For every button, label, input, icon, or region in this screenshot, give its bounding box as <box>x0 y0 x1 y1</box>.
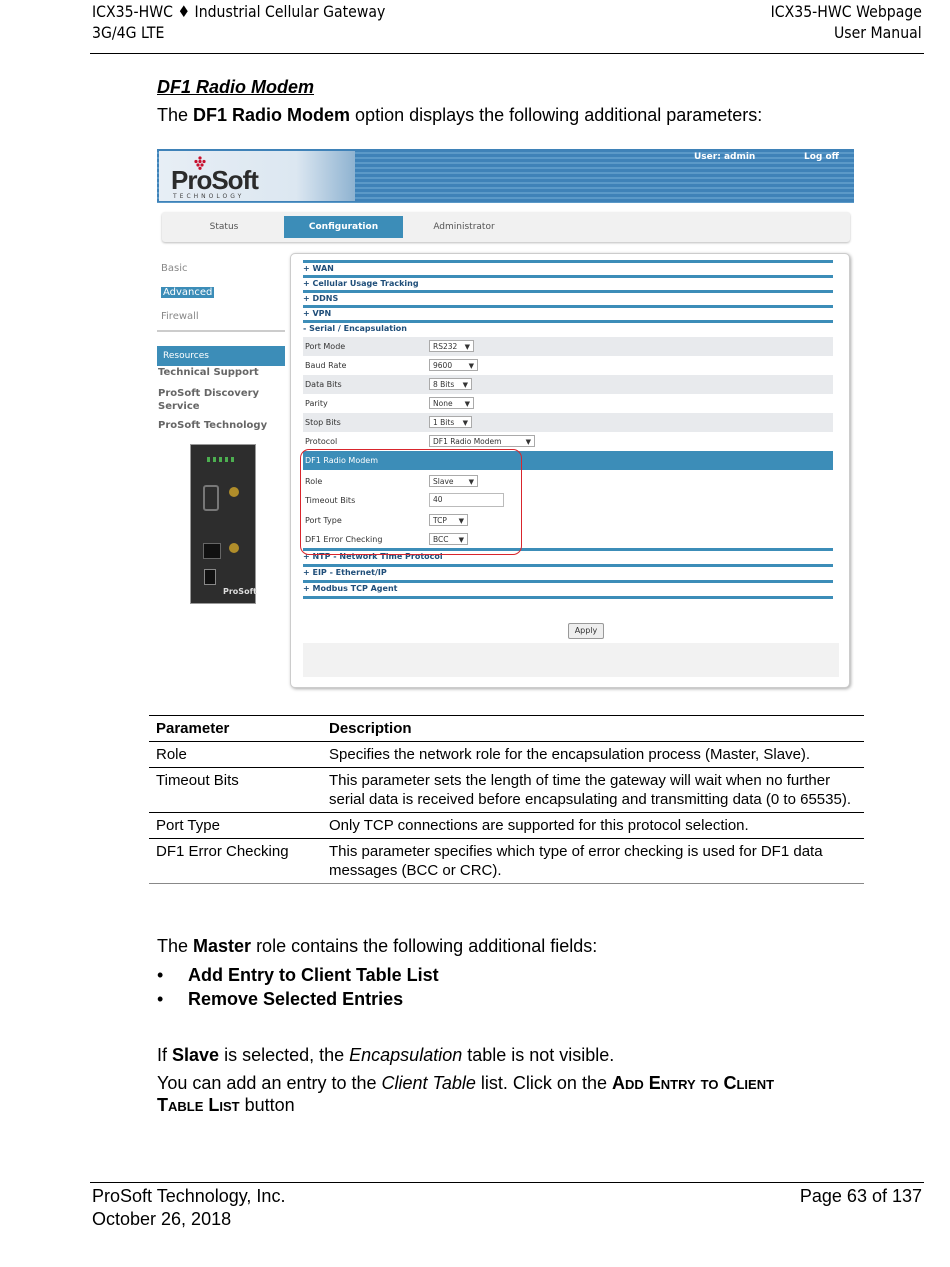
usb-port-icon <box>204 569 216 585</box>
bullet-icon: • <box>157 989 164 1009</box>
table-header-description: Description <box>329 720 412 737</box>
sidebar-item-advanced[interactable]: Advanced <box>163 287 213 298</box>
banner <box>157 149 854 203</box>
section-modbus-tcp[interactable]: + Modbus TCP Agent <box>303 580 833 596</box>
main-tabs <box>162 212 850 242</box>
antenna-connector-icon <box>229 543 239 553</box>
timeout-bits-input[interactable]: 40 <box>429 493 504 507</box>
footer-date: October 26, 2018 <box>92 1209 232 1229</box>
resource-technical-support[interactable]: Technical Support <box>158 367 259 378</box>
client-table-note: You can add an entry to the Client Table list. Click on the Add Entry to Client Table List button <box>157 1073 775 1115</box>
resources-header: Resources <box>157 346 285 366</box>
serial-port-icon <box>203 485 219 511</box>
param-desc: This parameter sets the length of time the gateway will wait when no further serial data is received before encapsulating and transmitting data (0 to 65535). <box>329 772 851 808</box>
section-intro: The DF1 Radio Modem option displays the following additional parameters: <box>157 105 763 125</box>
row-df1-error-checking: DF1 Error Checking BCC ▼ <box>303 530 833 549</box>
port-type-select[interactable]: TCP ▼ <box>429 514 468 526</box>
ethernet-port-icon <box>203 543 221 559</box>
section-title: DF1 Radio Modem <box>157 77 315 97</box>
param-desc: Only TCP connections are supported for this protocol selection. <box>329 817 749 834</box>
master-intro: The Master role contains the following additional fields: <box>157 936 598 956</box>
row-timeout-bits: Timeout Bits 40 <box>303 491 833 510</box>
sidebar-item-firewall[interactable]: Firewall <box>161 311 199 322</box>
df1-error-checking-select[interactable]: BCC ▼ <box>429 533 468 545</box>
data-bits-select[interactable]: 8 Bits ▼ <box>429 378 472 390</box>
stop-bits-select[interactable]: 1 Bits ▼ <box>429 416 472 428</box>
header-network: 3G/4G LTE <box>92 23 165 42</box>
protocol-select[interactable]: DF1 Radio Modem ▼ <box>429 435 535 447</box>
device-brand: ProSoft <box>223 587 257 596</box>
webpage-screenshot <box>157 149 854 694</box>
section-eip[interactable]: + EIP - Ethernet/IP <box>303 564 833 580</box>
row-baud-rate: Baud Rate 9600 ▼ <box>303 356 833 375</box>
row-protocol: Protocol DF1 Radio Modem ▼ <box>303 432 833 451</box>
table-header-row <box>149 716 864 742</box>
logo-subtext: TECHNOLOGY <box>173 193 245 200</box>
resource-prosoft-technology[interactable]: ProSoft Technology <box>158 420 268 431</box>
gateway-device-image <box>190 444 256 604</box>
df1-radio-modem-header: DF1 Radio Modem <box>303 451 833 470</box>
section-serial-encapsulation[interactable]: - Serial / Encapsulation <box>303 320 833 336</box>
footer-rule <box>90 1182 924 1183</box>
tab-administrator[interactable]: Administrator <box>433 222 495 232</box>
parameter-table <box>149 715 864 884</box>
row-port-mode: Port Mode RS232 ▼ <box>303 337 833 356</box>
tab-status[interactable]: Status <box>209 222 239 232</box>
table-row <box>149 742 864 768</box>
panel-footer <box>303 643 839 677</box>
sidebar-item-basic[interactable]: Basic <box>161 263 188 274</box>
table-row <box>149 768 864 813</box>
table-row <box>149 839 864 884</box>
sidebar-divider <box>157 330 285 332</box>
row-stop-bits: Stop Bits 1 Bits ▼ <box>303 413 833 432</box>
param-name: Port Type <box>156 817 220 834</box>
param-desc: Specifies the network role for the encapsulation process (Master, Slave). <box>329 746 811 763</box>
slave-note: If Slave is selected, the Encapsulation table is not visible. <box>157 1045 615 1065</box>
row-port-type: Port Type TCP ▼ <box>303 511 833 530</box>
antenna-connector-icon <box>229 487 239 497</box>
role-select[interactable]: Slave ▼ <box>429 475 478 487</box>
table-row <box>149 813 864 839</box>
logoff-link[interactable]: Log off <box>804 152 839 162</box>
section-ntp[interactable]: + NTP - Network Time Protocol <box>303 548 833 564</box>
logo-box <box>159 151 355 201</box>
section-vpn[interactable]: + VPN <box>303 305 833 321</box>
row-data-bits: Data Bits 8 Bits ▼ <box>303 375 833 394</box>
bullet-icon: • <box>157 965 164 985</box>
param-desc: This parameter specifies which type of error checking is used for DF1 data messages (BCC or CRC). <box>329 843 823 879</box>
param-name: Timeout Bits <box>156 772 239 789</box>
user-label: User: admin <box>694 152 756 162</box>
port-mode-select[interactable]: RS232 ▼ <box>429 340 474 352</box>
section-cellular-usage[interactable]: + Cellular Usage Tracking <box>303 275 833 291</box>
table-header-parameter: Parameter <box>156 720 230 737</box>
logo-text: ProSoft <box>171 165 258 195</box>
baud-rate-select[interactable]: 9600 ▼ <box>429 359 478 371</box>
header-rule <box>90 53 924 54</box>
param-name: DF1 Error Checking <box>156 843 289 860</box>
footer-page-number: Page 63 of 137 <box>799 1186 922 1206</box>
df1-highlight-box <box>300 449 522 555</box>
section-divider <box>303 596 833 599</box>
apply-button[interactable]: Apply <box>568 623 604 639</box>
section-wan[interactable]: + WAN <box>303 260 833 276</box>
section-ddns[interactable]: + DDNS <box>303 290 833 306</box>
tab-configuration[interactable]: Configuration <box>284 216 403 238</box>
header-doc-title: ICX35-HWC Webpage <box>770 2 922 21</box>
row-parity: Parity None ▼ <box>303 394 833 413</box>
param-name: Role <box>156 746 187 763</box>
footer-company: ProSoft Technology, Inc. <box>92 1186 286 1206</box>
row-role: Role Slave ▼ <box>303 472 833 491</box>
parity-select[interactable]: None ▼ <box>429 397 474 409</box>
resource-prosoft-discovery[interactable]: ProSoft Discovery Service <box>158 388 260 412</box>
header-product: ICX35-HWC ♦ Industrial Cellular Gateway <box>92 2 386 21</box>
header-doc-type: User Manual <box>834 23 922 42</box>
status-leds-icon <box>207 457 237 462</box>
